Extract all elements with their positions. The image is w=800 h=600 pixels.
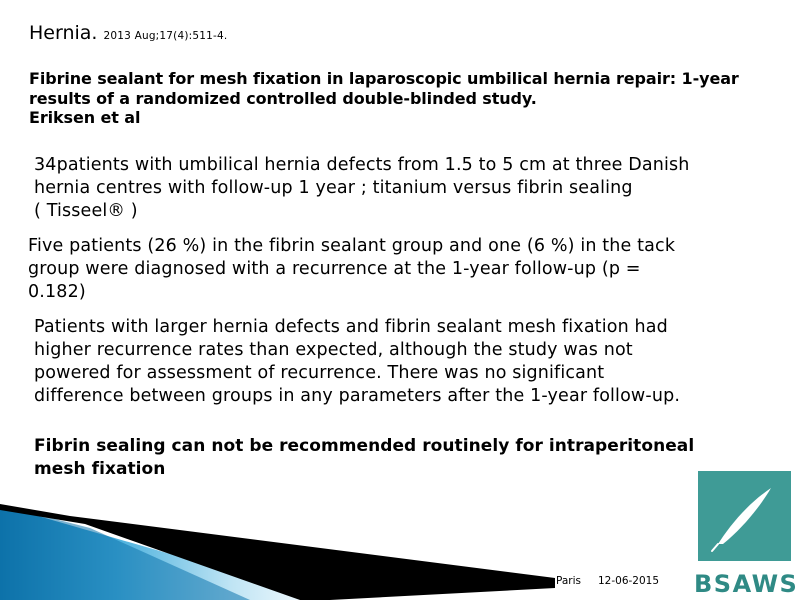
paragraph-line: hernia centres with follow-up 1 year ; titanium versus fibrin sealing [34,178,633,198]
citation-details: 2013 Aug;17(4):511-4. [103,30,228,42]
decorative-wave-graphic [0,480,560,600]
study-title-block [29,69,749,128]
logo-text: BSAWS [694,570,799,598]
paragraph-line: higher recurrence rates than expected, although the study was not [34,340,633,360]
paragraph-line: difference between groups in any parameters after the 1-year follow-up. [34,386,681,406]
paragraph-study-population [34,154,690,223]
paragraph-recurrence-results [28,235,675,304]
feather-icon [698,471,791,561]
paragraph-line: 34patients with umbilical hernia defects from 1.5 to 5 cm at three Danish [34,155,690,175]
paragraph-line: ( Tisseel® ) [34,201,138,221]
journal-name: Hernia. [29,22,98,44]
bsaws-logo [698,471,791,561]
conclusion-line: mesh fixation [34,459,166,479]
paragraph-line: powered for assessment of recurrence. There was no significant [34,363,605,383]
journal-citation [29,20,227,49]
paragraph-discussion [34,316,680,408]
paragraph-line: 0.182) [28,282,86,302]
paragraph-line: group were diagnosed with a recurrence at the 1-year follow-up (p = [28,259,641,279]
conclusion-line: Fibrin sealing can not be recommended routinely for intraperitoneal [34,436,695,456]
footer-date: 12-06-2015 [598,575,660,587]
footer-city: Paris [556,575,581,587]
study-authors: Eriksen et al [29,108,141,127]
conclusion [34,435,694,481]
study-title-line: Fibrine sealant for mesh fixation in laparoscopic umbilical hernia repair: 1-year [29,69,739,88]
study-title-line: results of a randomized controlled double-blinded study. [29,88,537,108]
paragraph-line: Five patients (26 %) in the fibrin sealant group and one (6 %) in the tack [28,236,676,256]
paragraph-line: Patients with larger hernia defects and fibrin sealant mesh fixation had [34,317,668,337]
